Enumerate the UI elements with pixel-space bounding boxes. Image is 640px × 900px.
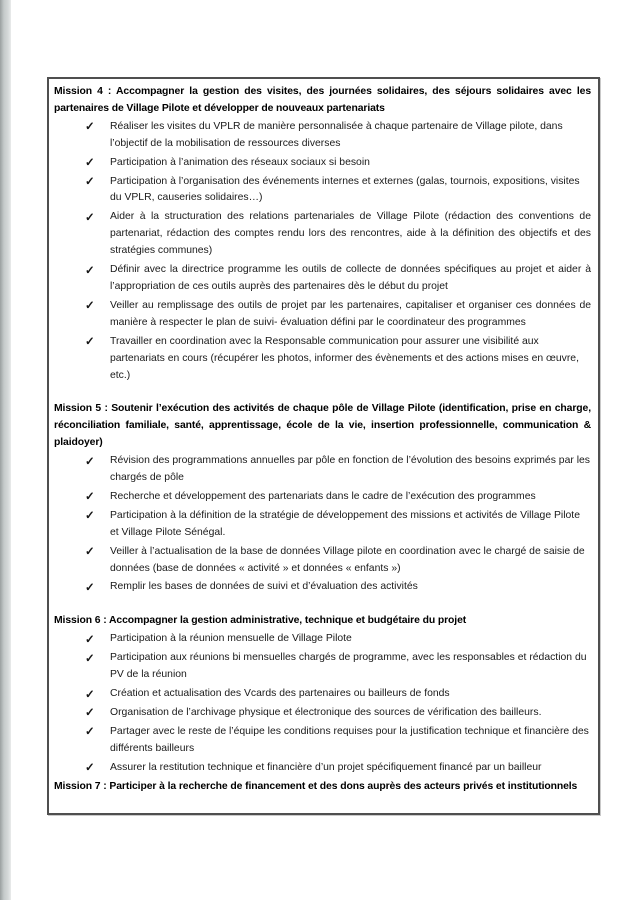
mission-section: [54, 401, 591, 596]
task-text: Aider à la structuration des relations partenariales de Village Pilote (rédaction des conventions de partenariat, rédaction des comptes rendu lors des rencontres, aide à la définition des objectifs et des stratégies communes): [110, 211, 591, 257]
checkmark-icon: ✓: [85, 176, 95, 189]
checkmark-icon: ✓: [85, 510, 95, 523]
checkmark-icon: ✓: [85, 688, 95, 701]
mission-section: [54, 84, 591, 384]
task-text: Participation aux réunions bi mensuelles chargés de programme, avec les responsables et rédaction du PV de la réunion: [110, 652, 587, 681]
task-item: [54, 631, 591, 648]
checkmark-icon: ✓: [85, 455, 95, 468]
task-text: Organisation de l’archivage physique et électronique des sources de vérification des bailleurs.: [110, 706, 542, 718]
checkmark-icon: ✓: [85, 726, 95, 739]
checkmark-icon: ✓: [85, 300, 95, 313]
task-item: [54, 155, 591, 172]
task-text: Partager avec le reste de l’équipe les conditions requises pour la justification technique et financière des différents bailleurs: [110, 725, 589, 754]
task-item: [54, 544, 591, 578]
task-text: Définir avec la directrice programme les outils de collecte de données spécifiques au projet et aider à l’appropriation de ces outils auprès des partenaires dès le début du projet: [110, 264, 591, 292]
checkmark-icon: ✓: [85, 707, 95, 720]
mission-task-list: [54, 631, 591, 776]
task-item: [54, 209, 591, 260]
checkmark-icon: ✓: [85, 546, 95, 559]
checkmark-icon: ✓: [85, 762, 95, 775]
task-text: Participation à l’organisation des événements internes et externes (galas, tournois, expositions, visites du VPLR, causeries solidaires…): [110, 175, 580, 204]
task-text: Veiller à l’actualisation de la base de données Village pilote en coordination avec le chargé de saisie de données (base de données « activité » et données « enfants »): [110, 545, 585, 574]
checkmark-icon: ✓: [85, 211, 95, 224]
task-text: Veiller au remplissage des outils de projet par les partenaires, capitaliser et organiser ces données de manière à respecter le plan de suivi- évaluation défini par le coordinateur des programmes: [110, 299, 591, 328]
task-item: [54, 579, 591, 596]
task-text: Travailler en coordination avec la Responsable communication pour assurer une visibilité aux partenariats en cours (récupérer les photos, informer des évènements et des actions mises en œuvre, etc.): [110, 335, 579, 381]
mission-heading: Mission 4 : Accompagner la gestion des visites, des journées solidaires, des séjours solidaires avec les partenaires de Village Pilote et développer de nouveaux partenariats: [54, 86, 591, 114]
task-text: Participation à l’animation des réseaux sociaux si besoin: [110, 156, 370, 168]
scan-edge-strip: [0, 0, 11, 900]
mission-heading: Mission 7 : Participer à la recherche de financement et des dons auprès des acteurs privés et institutionnels: [54, 780, 578, 792]
document-box: [47, 77, 600, 815]
mission-heading: Mission 6 : Accompagner la gestion administrative, technique et budgétaire du projet: [54, 615, 467, 627]
mission-heading: Mission 5 : Soutenir l’exécution des activités de chaque pôle de Village Pilote (identification, prise en charge, réconciliation familiale, santé, apprentissage, école de la vie, insertion professionnelle, communication & plaidoyer): [54, 403, 591, 449]
checkmark-icon: ✓: [85, 491, 95, 504]
task-item: [54, 334, 591, 385]
task-item: [54, 119, 591, 153]
task-text: Remplir les bases de données de suivi et d’évaluation des activités: [110, 581, 418, 593]
mission-task-list: [54, 453, 591, 596]
task-text: Recherche et développement des partenariats dans le cadre de l’exécution des programmes: [110, 490, 536, 502]
task-text: Réaliser les visites du VPLR de manière personnalisée à chaque partenaire de Village pilote, dans l’objectif de la mobilisation de ressources diverses: [110, 120, 563, 149]
checkmark-icon: ✓: [85, 581, 95, 594]
task-item: [54, 705, 591, 722]
checkmark-icon: ✓: [85, 336, 95, 349]
task-item: [54, 760, 591, 777]
mission-section: [54, 779, 591, 796]
task-item: [54, 724, 591, 758]
mission-section: [54, 613, 591, 776]
task-item: [54, 508, 591, 542]
task-text: Création et actualisation des Vcards des partenaires ou bailleurs de fonds: [110, 688, 450, 699]
task-text: Assurer la restitution technique et financière d’un projet spécifiquement financé par un bailleur: [110, 761, 542, 773]
checkmark-icon: ✓: [85, 157, 95, 170]
task-item: [54, 686, 591, 703]
task-item: [54, 650, 591, 684]
task-text: Révision des programmations annuelles par pôle en fonction de l’évolution des besoins exprimés par les chargés de pôle: [110, 455, 590, 484]
mission-task-list: [54, 119, 591, 385]
task-text: Participation à la définition de la stratégie de développement des missions et activités de Village Pilote et Village Pilote Sénégal.: [110, 509, 580, 538]
task-item: [54, 174, 591, 208]
checkmark-icon: ✓: [85, 652, 95, 665]
task-item: [54, 489, 591, 506]
task-text: Participation à la réunion mensuelle de Village Pilote: [110, 633, 352, 645]
task-item: [54, 453, 591, 487]
checkmark-icon: ✓: [85, 264, 95, 277]
task-item: [54, 262, 591, 296]
checkmark-icon: ✓: [85, 121, 95, 134]
checkmark-icon: ✓: [85, 633, 95, 646]
task-item: [54, 298, 591, 332]
